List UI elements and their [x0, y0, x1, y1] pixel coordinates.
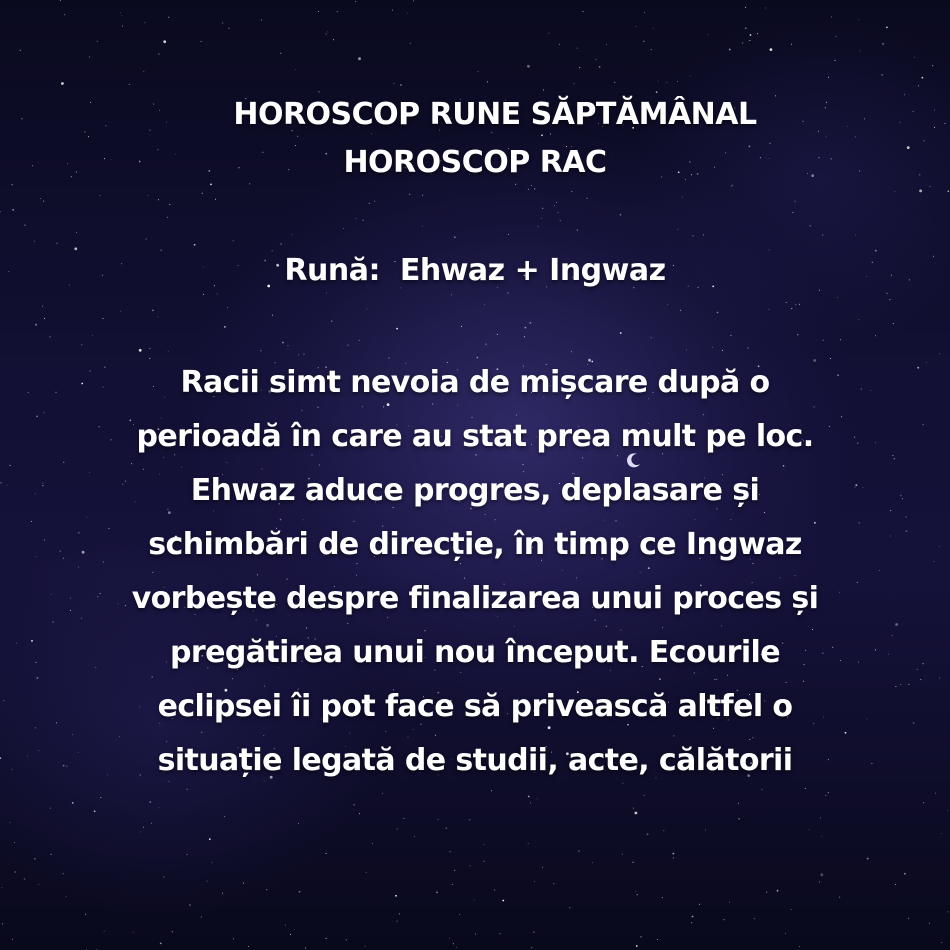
body-line: schimbări de direcție, în timp ce Ingwaz — [148, 527, 802, 562]
body-line: Racii simt nevoia de mișcare după o — [180, 365, 770, 400]
rune-label: Rună: Ehwaz + Ingwaz — [284, 253, 666, 288]
horoscope-body — [40, 356, 910, 788]
body-line: Ehwaz aduce progres, deplasare și — [190, 473, 760, 508]
body-line: vorbește despre finalizarea unui proces și — [131, 581, 819, 616]
body-line: perioadă în care au stat prea mult pe loc. — [136, 419, 814, 454]
body-line: eclipsei îi pot face să privească altfel o — [157, 689, 793, 724]
body-line: pregătirea unui nou început. Ecourile — [170, 635, 780, 670]
body-line: situație legată de studii, acte, călătorii — [157, 743, 793, 778]
page-subtitle: HOROSCOP RAC — [343, 145, 607, 180]
page-title: HOROSCOP RUNE SĂPTĂMÂNAL — [233, 97, 757, 132]
